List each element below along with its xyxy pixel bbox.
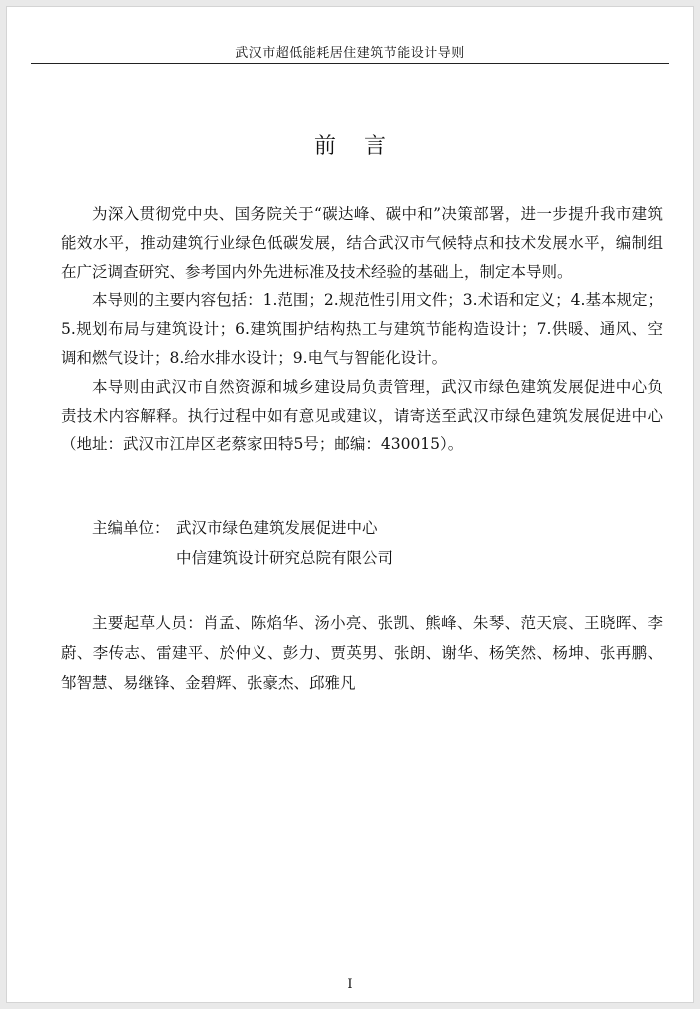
- running-header: 武汉市超低能耗居住建筑节能设计导则: [235, 46, 465, 61]
- editor-row: [61, 513, 393, 543]
- document-page: [6, 6, 694, 1003]
- section-title: 前言: [313, 134, 414, 159]
- editor-unit: 武汉市绿色建筑发展促进中心: [176, 519, 378, 537]
- drafters-text: 主要起草人员：肖孟、陈焰华、汤小亮、张凯、熊峰、朱琴、范天宸、王晓晖、李蔚、李传志、雷建平、於仲义、彭力、贾英男、张朗、谢华、杨笑然、杨坤、张再鹏、邹智慧、易继锋、金碧辉、张豪杰、邱雅凡: [61, 614, 663, 692]
- header-rule: [31, 63, 669, 64]
- editor-units: [61, 513, 393, 573]
- editor-unit: 中信建筑设计研究总院有限公司: [176, 549, 394, 567]
- page-number: I: [347, 977, 353, 992]
- editor-row: [61, 543, 393, 573]
- paragraph: 本导则的主要内容包括：1.范围；2.规范性引用文件；3.术语和定义；4.基本规定；5.规划布局与建筑设计；6.建筑围护结构热工与建筑节能构造设计；7.供暖、通风、空调和燃气设计；8.给水排水设计；9.电气与智能化设计。: [61, 291, 663, 367]
- drafters-list: [61, 608, 663, 698]
- paragraph: 本导则由武汉市自然资源和城乡建设局负责管理，武汉市绿色建筑发展促进中心负责技术内容解释。执行过程中如有意见或建议，请寄送至武汉市绿色建筑发展促进中心（地址：武汉市江岸区老蔡家田特5号；邮编：430015）。: [61, 377, 663, 454]
- preface-body: [61, 200, 663, 459]
- editor-label: 主编单位：: [92, 519, 170, 537]
- paragraph: 为深入贯彻党中央、国务院关于“碳达峰、碳中和”决策部署，进一步提升我市建筑能效水平，推动建筑行业绿色低碳发展，结合武汉市气候特点和技术发展水平，编制组在广泛调查研究、参考国内外先进标准及技术经验的基础上，制定本导则。: [61, 205, 663, 281]
